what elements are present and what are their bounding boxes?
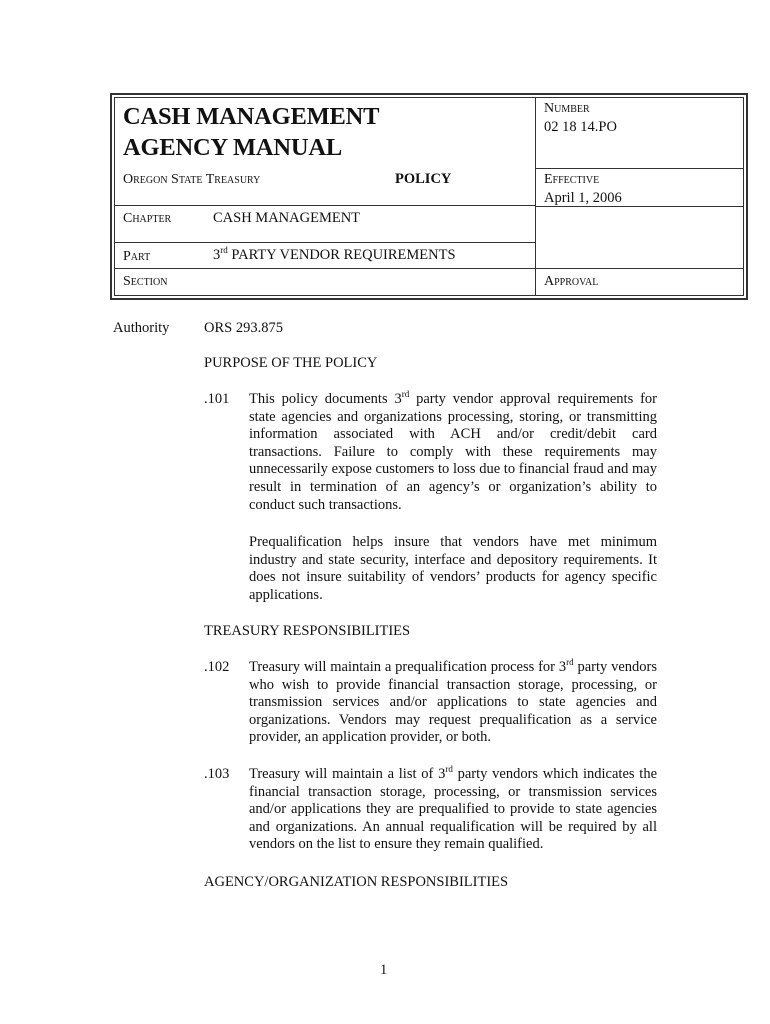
section-103-number: .103 [204, 766, 230, 782]
header-divider-approval [535, 268, 743, 269]
section-101-prequalification-paragraph: Prequalification helps insure that vendors have met minimum industry and state security, interface and depository requirements. It does not insure suitability of vendors’ products for agency specific applications. [249, 534, 657, 603]
authority-label: Authority [113, 320, 170, 336]
purpose-heading: PURPOSE OF THE POLICY [204, 355, 378, 371]
effective-label: Effective [544, 172, 600, 187]
header-divider-section [115, 268, 535, 269]
part-value: 3rd PARTY VENDOR REQUIREMENTS [213, 245, 456, 263]
page-number: 1 [380, 962, 388, 978]
treasury-heading: TREASURY RESPONSIBILITIES [204, 623, 411, 639]
manual-title-line1: CASH MANAGEMENT [123, 103, 380, 130]
section-101-paragraph: This policy documents 3rd party vendor approval requirements for state agencies and organizations processing, storing, or transmitting information associated with ACH and/or credit/debit card transactions. Failure to comply with these requirements may unnecessarily expose customers to loss due to financial fraud and may result in termination of an agency’s or organization’s ability to conduct such transactions. [249, 389, 658, 513]
header-divider-chapter [115, 205, 535, 206]
header-column-divider [535, 98, 536, 295]
number-value: 02 18 14.PO [544, 119, 617, 135]
header-divider-effective [535, 168, 743, 169]
header-inner-border [114, 97, 744, 296]
part-label: Part [123, 249, 151, 264]
header-divider-part [115, 242, 535, 243]
document-header-table [110, 93, 748, 300]
section-label: Section [123, 274, 168, 289]
section-103-paragraph: Treasury will maintain a list of 3rd party vendors which indicates the financial transaction storage, processing, or transmission services and/or applications they are prequalified to provide to state agencies and organizations. An annual requalification will be required by all vendors on the list to ensure they remain qualified. [249, 764, 658, 853]
section-101-number: .101 [204, 391, 230, 407]
manual-title-line2: AGENCY MANUAL [123, 134, 343, 161]
section-102-paragraph: Treasury will maintain a prequalification process for 3rd party vendors who wish to provide financial transaction storage, processing, or transmission services and/or applications to state agencies and organizations. Vendors may request prequalification as a service provider, an application provider, or both. [249, 657, 658, 746]
org-name: Oregon State Treasury [123, 172, 261, 187]
approval-label: Approval [544, 274, 599, 289]
doc-type-label: POLICY [395, 171, 452, 187]
number-label: Number [544, 101, 590, 116]
manual-title [123, 101, 379, 163]
effective-value: April 1, 2006 [544, 190, 622, 206]
chapter-label: Chapter [123, 211, 172, 226]
section-102-number: .102 [204, 659, 230, 675]
authority-value: ORS 293.875 [204, 320, 283, 336]
agency-heading: AGENCY/ORGANIZATION RESPONSIBILITIES [204, 874, 509, 890]
chapter-value: CASH MANAGEMENT [213, 210, 361, 226]
